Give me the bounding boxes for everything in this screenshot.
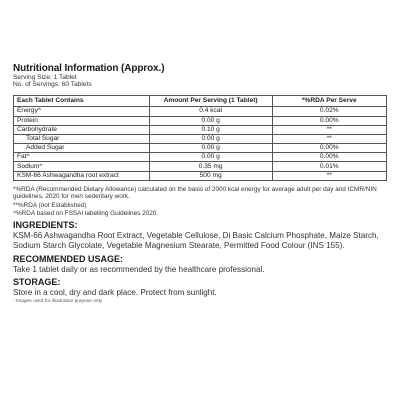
row-nutrient-name: Total Sugar [14, 134, 150, 143]
footnote-fssai: ^%RDA based on FSSAI labelling Guidelines 2020. [13, 209, 159, 217]
table-row [14, 162, 387, 171]
row-nutrient-name: Protein [14, 116, 150, 125]
row-amount: 500 mg [149, 171, 272, 180]
nutrition-table [13, 95, 387, 181]
table-header-row [14, 95, 387, 107]
table-row [14, 125, 387, 134]
ingredients-text: KSM-66 Ashwagandha Root Extract, Vegetable Cellulose, Di Basic Calcium Phosphate, Maize Starch, Sodium Starch Glycolate, Vegetable Magnesium Stearate, Permitted Food Colour (INS 155). [13, 231, 379, 250]
row-rda: 0.02% [272, 107, 386, 116]
row-amount: 0.00 g [149, 116, 272, 125]
column-header-rda: *%RDA Per Serve [272, 95, 386, 107]
row-rda: 0.00% [272, 144, 386, 153]
row-amount: 0.4 kcal [149, 107, 272, 116]
row-amount: 0.00 g [149, 134, 272, 143]
footnote-rda: *%RDA (Recommended Dietary Allowance) calculated on the basis of 2000 kcal energy for average adult per day and ICMR/NIN guidelines, 2020 for men sedentary work. [13, 185, 377, 201]
usage-text: Take 1 tablet daily or as recommended by the healthcare professional. [13, 264, 265, 274]
row-rda: 0.00% [272, 153, 386, 162]
row-nutrient-name: KSM-66 Ashwagandha root extract [14, 171, 150, 180]
row-amount: 0.00 g [149, 153, 272, 162]
table-row [14, 153, 387, 162]
serving-size: Serving Size: 1 Tablet [13, 74, 77, 81]
row-nutrient-name: Fat^ [14, 153, 150, 162]
footnote-not-established: **%RDA (not Established) [13, 201, 87, 209]
ingredients-heading: INGREDIENTS: [13, 220, 78, 231]
table-row [14, 171, 387, 180]
table-row [14, 116, 387, 125]
row-rda: 0.01% [272, 162, 386, 171]
table-body [14, 107, 387, 181]
usage-heading: RECOMMENDED USAGE: [13, 253, 124, 264]
nutrition-label [13, 62, 387, 305]
row-rda: ** [272, 125, 386, 134]
table-row [14, 107, 387, 116]
illustration-note: - Images used for illustration purpose only [13, 298, 103, 304]
row-nutrient-name: Sodium^ [14, 162, 150, 171]
row-amount: 0.00 g [149, 144, 272, 153]
footnotes [13, 186, 387, 218]
servings-count: No. of Servings: 60 Tablets [13, 81, 92, 89]
row-amount: 0.10 g [149, 125, 272, 134]
row-nutrient-name: Carbohydrate [14, 125, 150, 134]
storage-heading: STORAGE: [13, 277, 61, 288]
table-row [14, 144, 387, 153]
column-header-amount: Amount Per Serving (1 Tablet) [149, 95, 272, 107]
row-rda: ** [272, 171, 386, 180]
row-nutrient-name: Energy^ [14, 107, 150, 116]
row-rda: ** [272, 134, 386, 143]
row-amount: 0.35 mg [149, 162, 272, 171]
table-row [14, 134, 387, 143]
column-header-contents: Each Tablet Contains [14, 95, 150, 107]
storage-text: Store in a cool, dry and dark place. Protect from sunlight. [13, 288, 217, 298]
page-title: Nutritional Information (Approx.) [13, 62, 165, 74]
row-rda: 0.00% [272, 116, 386, 125]
row-nutrient-name: Added Sugar [14, 144, 150, 153]
